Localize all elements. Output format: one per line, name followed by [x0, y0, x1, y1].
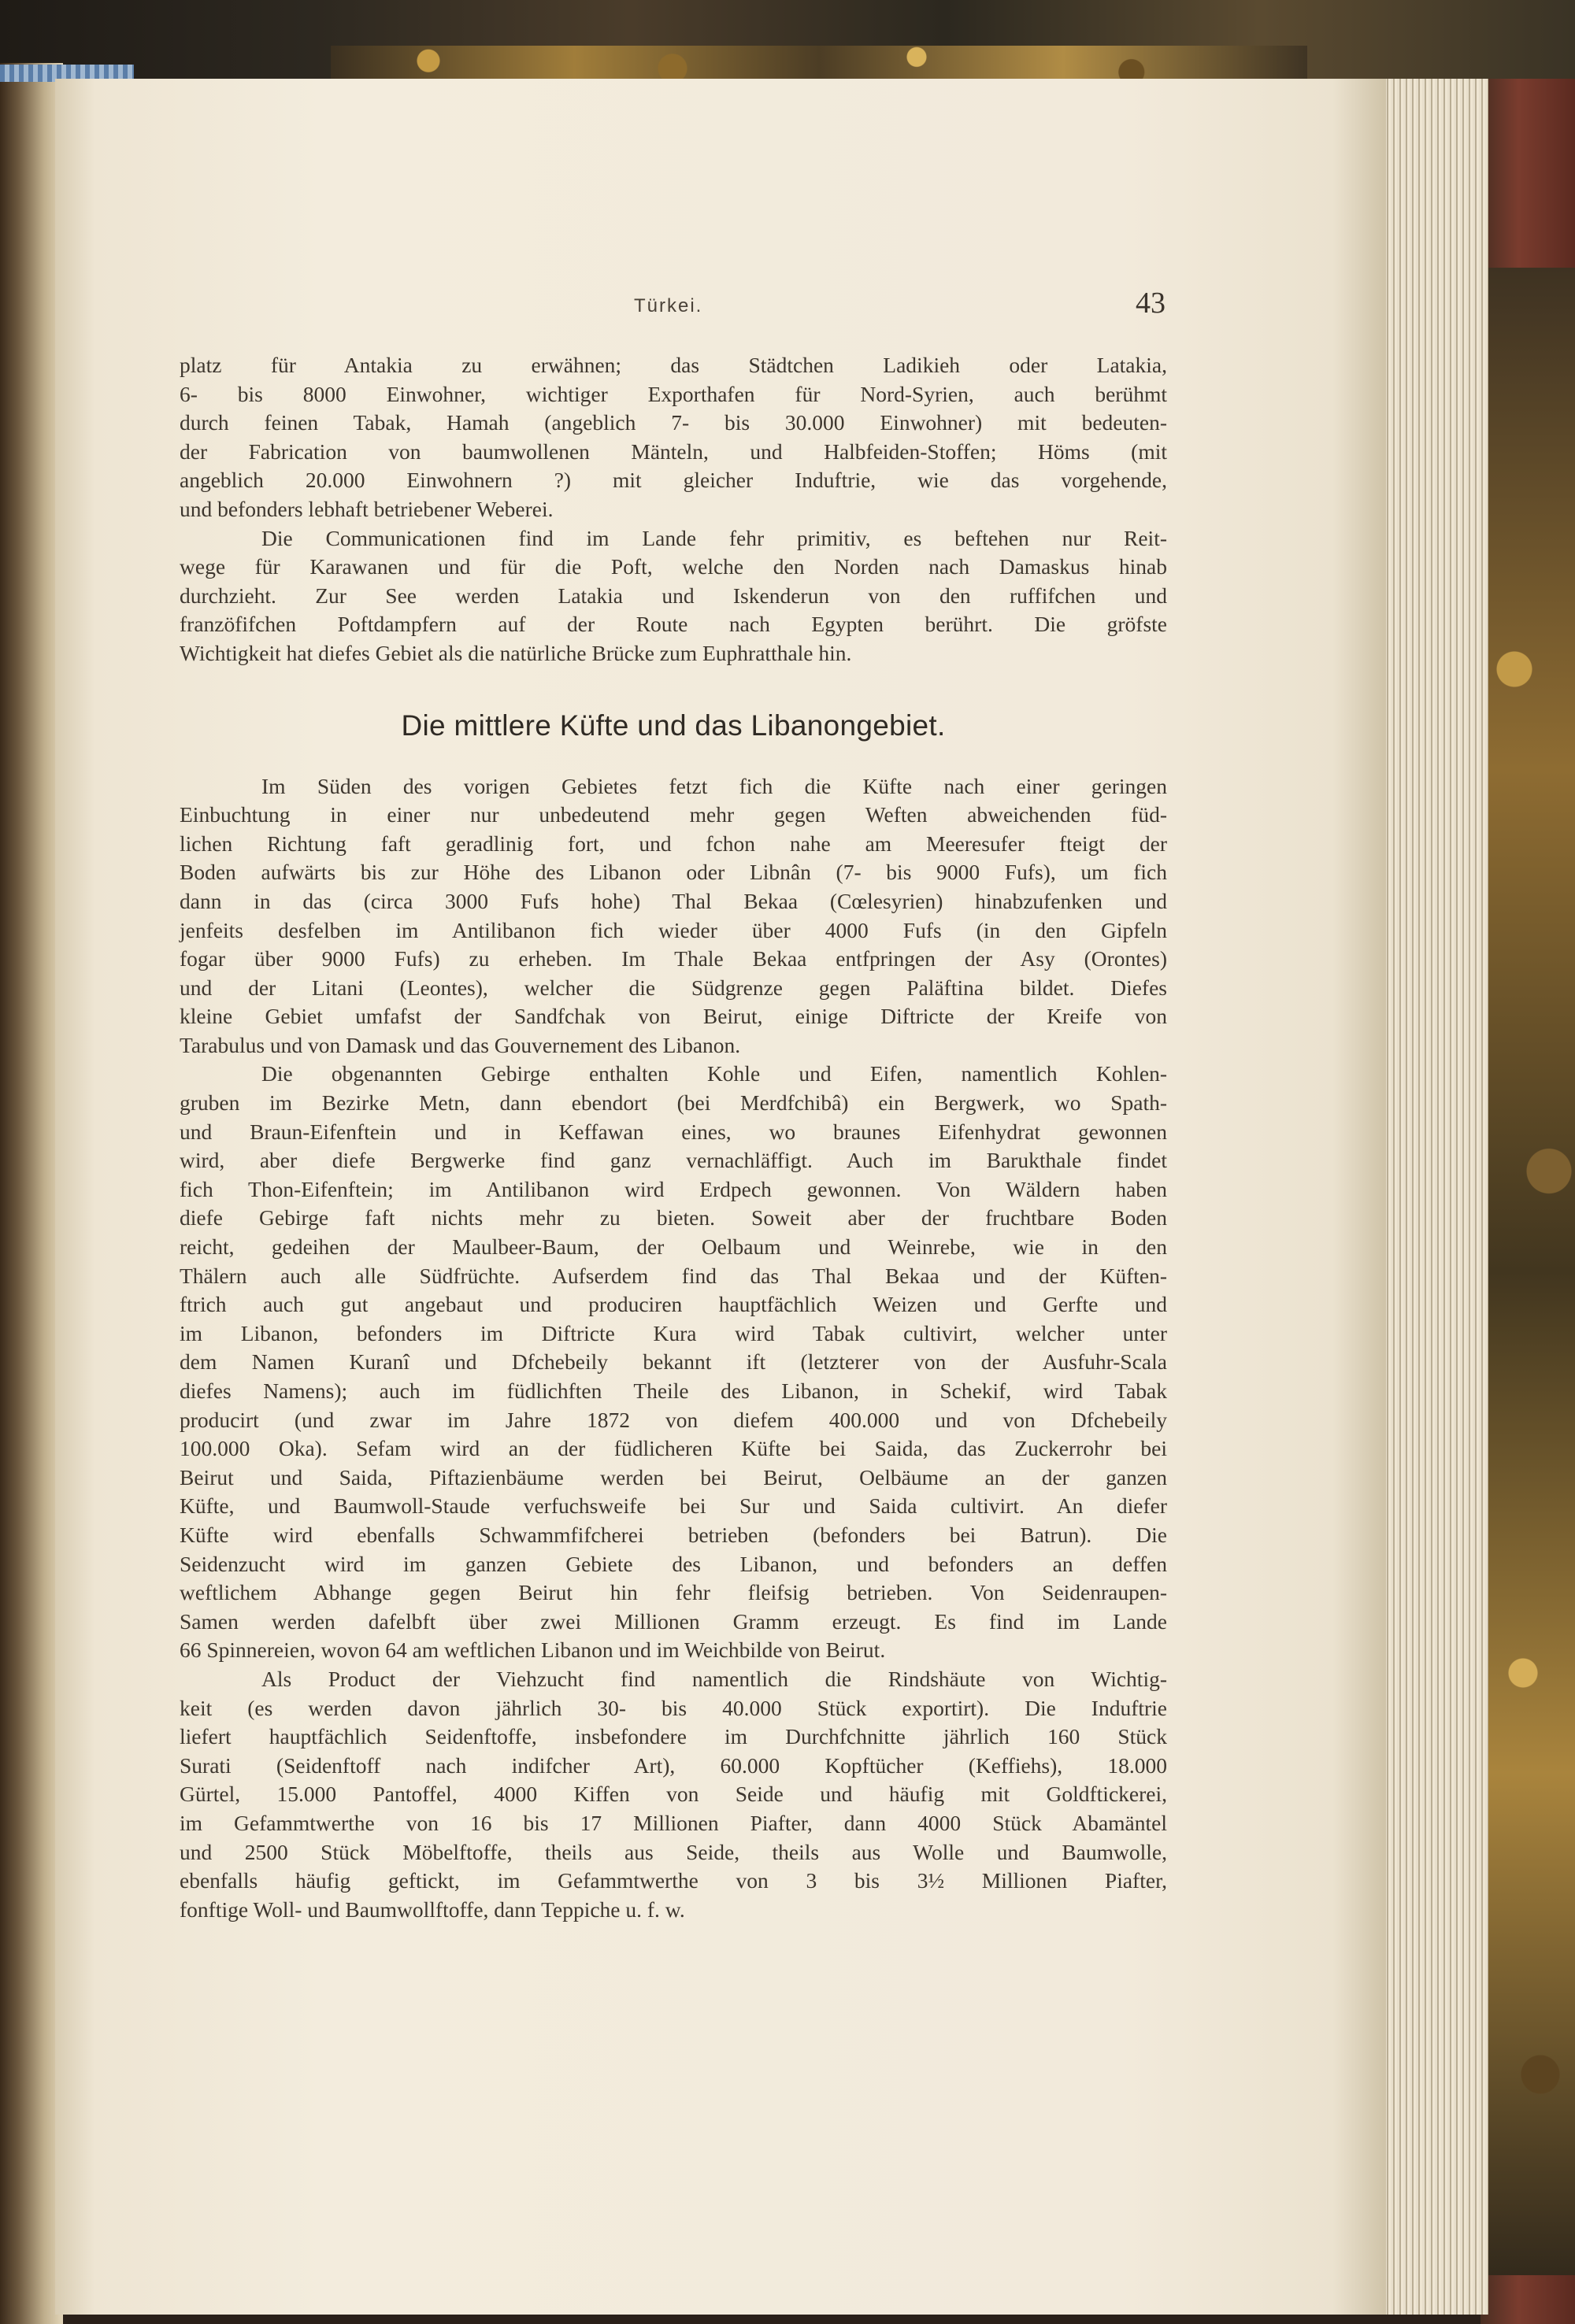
body-text — [180, 351, 1167, 1924]
text-line: liefert hauptfächlich Seidenftoffe, insbefondere im Durchfchnitte jährlich 160 Stück — [180, 1724, 1167, 1749]
text-line: ebenfalls häufig geftickt, im Gefammtwerthe von 3 bis 3½ Millionen Piafter, — [180, 1868, 1167, 1893]
paragraph-3 — [180, 772, 1167, 1060]
text-line: durchzieht. Zur See werden Latakia und Iskenderun von den ruffifchen und — [180, 583, 1167, 608]
text-line: der Fabrication von baumwollenen Mänteln, und Halbfeiden-Stoffen; Höms (mit — [180, 439, 1167, 464]
text-line: Tarabulus und von Damask und das Gouvernement des Libanon. — [180, 1032, 741, 1057]
text-line: angeblich 20.000 Einwohnern ?) mit gleicher Induftrie, wie das vorgehende, — [180, 468, 1167, 493]
text-line: weftlichem Abhange gegen Beirut hin fehr fleifsig betrieben. Von Seidenraupen- — [180, 1580, 1167, 1605]
text-line: fogar über 9000 Fufs) zu erheben. Im Thale Bekaa entfpringen der Asy (Orontes) — [180, 946, 1167, 971]
text-line: kleine Gebiet umfafst der Sandfchak von Beirut, einige Diftricte der Kreife von — [180, 1004, 1167, 1029]
paragraph-1 — [180, 351, 1167, 524]
marbled-cover-right — [1488, 268, 1575, 2275]
text-line: Samen werden dafelbft über zwei Millionen Gramm erzeugt. Es find im Lande — [180, 1608, 1167, 1634]
text-line: 66 Spinnereien, wovon 64 am weftlichen Libanon und im Weichbilde von Beirut. — [180, 1638, 886, 1663]
text-line: Gürtel, 15.000 Pantoffel, 4000 Kiffen von Seide und häufig mit Goldftickerei, — [180, 1782, 1167, 1807]
text-line: Thälern auch alle Südfrüchte. Aufserdem find das Thal Bekaa und der Küften- — [180, 1263, 1167, 1288]
text-line: fich Thon-Eifenftein; im Antilibanon wird Erdpech gewonnen. Von Wäldern haben — [180, 1176, 1167, 1201]
text-line: Als Product der Viehzucht find namentlich die Rindshäute von Wichtig- — [261, 1666, 1167, 1691]
text-line: diefes Namens); auch im füdlichften Theile des Libanon, in Schekif, wird Tabak — [180, 1378, 1167, 1403]
text-line: lichen Richtung faft geradlinig fort, und fchon nahe am Meeresufer fteigt der — [180, 831, 1167, 856]
text-line: 6- bis 8000 Einwohner, wichtiger Exporthafen für Nord-Syrien, auch berühmt — [180, 381, 1167, 406]
text-line: dann in das (circa 3000 Fufs hohe) Thal Bekaa (Cœlesyrien) hinabzufenken und — [180, 888, 1167, 913]
text-line: wege für Karawanen und für die Poft, welche den Norden nach Damaskus hinab — [180, 554, 1167, 579]
text-line: und befonders lebhaft betriebener Weberei. — [180, 496, 554, 521]
text-line: im Gefammtwerthe von 16 bis 17 Millionen Piafter, dann 4000 Stück Abamäntel — [180, 1810, 1167, 1835]
text-line: Surati (Seidenftoff nach indifcher Art), 60.000 Kopftücher (Keffiehs), 18.000 — [180, 1752, 1167, 1778]
text-line: gruben im Bezirke Metn, dann ebendort (bei Merdfchibâ) ein Bergwerk, wo Spath- — [180, 1090, 1167, 1116]
text-line: Die Communicationen find im Lande fehr primitiv, es beftehen nur Reit- — [261, 525, 1167, 550]
text-line: und Braun-Eifenftein und in Keffawan eines, wo braunes Eifenhydrat gewonnen — [180, 1119, 1167, 1144]
text-line: franzöfifchen Poftdampfern auf der Route nach Egypten berührt. Die gröfste — [180, 612, 1167, 637]
marbled-cover-top — [331, 46, 1307, 83]
text-line: wird, aber diefe Bergwerke find ganz vernachläffigt. Auch im Barukthale findet — [180, 1148, 1167, 1173]
text-line: diefe Gebirge faft nichts mehr zu bieten. Soweit aber der fruchtbare Boden — [180, 1205, 1167, 1230]
page-edges — [1378, 79, 1488, 2315]
text-line: Boden aufwärts bis zur Höhe des Libanon oder Libnân (7- bis 9000 Fufs), um fich — [180, 860, 1167, 885]
text-line: ftrich auch gut angebaut und produciren hauptfächlich Weizen und Gerfte und — [180, 1292, 1167, 1317]
text-line: und 2500 Stück Möbelftoffe, theils aus Seide, theils aus Wolle und Baumwolle, — [180, 1839, 1167, 1864]
text-line: reicht, gedeihen der Maulbeer-Baum, der Oelbaum und Weinrebe, wie in den — [180, 1234, 1167, 1260]
text-line: Küfte wird ebenfalls Schwammfifcherei betrieben (befonders bei Batrun). Die — [180, 1522, 1167, 1547]
text-line: Beirut und Saida, Piftazienbäume werden bei Beirut, Oelbäume an der ganzen — [180, 1464, 1167, 1490]
running-head: Türkei. — [634, 295, 703, 316]
page-number: 43 — [1136, 287, 1166, 320]
text-line: Wichtigkeit hat diefes Gebiet als die natürliche Brücke zum Euphratthale hin. — [180, 640, 852, 665]
text-line: keit (es werden davon jährlich 30- bis 40.000 Stück exportirt). Die Induftrie — [180, 1695, 1167, 1720]
text-line: und der Litani (Leontes), welcher die Südgrenze gegen Paläftina bildet. Diefes — [180, 975, 1167, 1000]
book-gutter-left — [0, 63, 63, 2324]
text-line: Im Süden des vorigen Gebietes fetzt fich die Küfte nach einer geringen — [261, 773, 1167, 798]
text-line: Küfte, und Baumwoll-Staude verfuchsweife bei Sur und Saida cultivirt. An diefer — [180, 1493, 1167, 1519]
text-line: im Libanon, befonders im Diftricte Kura wird Tabak cultivirt, welcher unter — [180, 1320, 1167, 1345]
text-line: platz für Antakia zu erwähnen; das Städtchen Ladikieh oder Latakia, — [180, 353, 1167, 377]
text-line: fonftige Woll- und Baumwollftoffe, dann Teppiche u. f. w. — [180, 1897, 685, 1922]
paragraph-5 — [180, 1665, 1167, 1924]
text-line: dem Namen Kuranî und Dfchebeily bekannt ift (letzterer von der Ausfuhr-Scala — [180, 1349, 1167, 1375]
text-line: durch feinen Tabak, Hamah (angeblich 7- bis 30.000 Einwohner) mit bedeuten- — [180, 410, 1167, 435]
page-header — [181, 287, 1166, 341]
text-line: Einbuchtung in einer nur unbedeutend mehr gegen Weften abweichenden füd- — [180, 802, 1167, 827]
paragraph-4 — [180, 1060, 1167, 1664]
text-line: jenfeits desfelben im Antilibanon fich wieder über 4000 Fufs (in den Gipfeln — [180, 917, 1167, 942]
section-title: Die mittlere Küfte und das Libanongebiet. — [401, 709, 946, 742]
text-line: 100.000 Oka). Sefam wird an der füdlicheren Küfte bei Saida, das Zuckerrohr bei — [180, 1436, 1167, 1461]
text-line: Die obgenannten Gebirge enthalten Kohle und Eifen, namentlich Kohlen- — [261, 1061, 1167, 1086]
paragraph-2 — [180, 524, 1167, 668]
text-line: Seidenzucht wird im ganzen Gebiete des Libanon, und befonders an deffen — [180, 1551, 1167, 1576]
text-line: producirt (und zwar im Jahre 1872 von diefem 400.000 und von Dfchebeily — [180, 1407, 1167, 1432]
